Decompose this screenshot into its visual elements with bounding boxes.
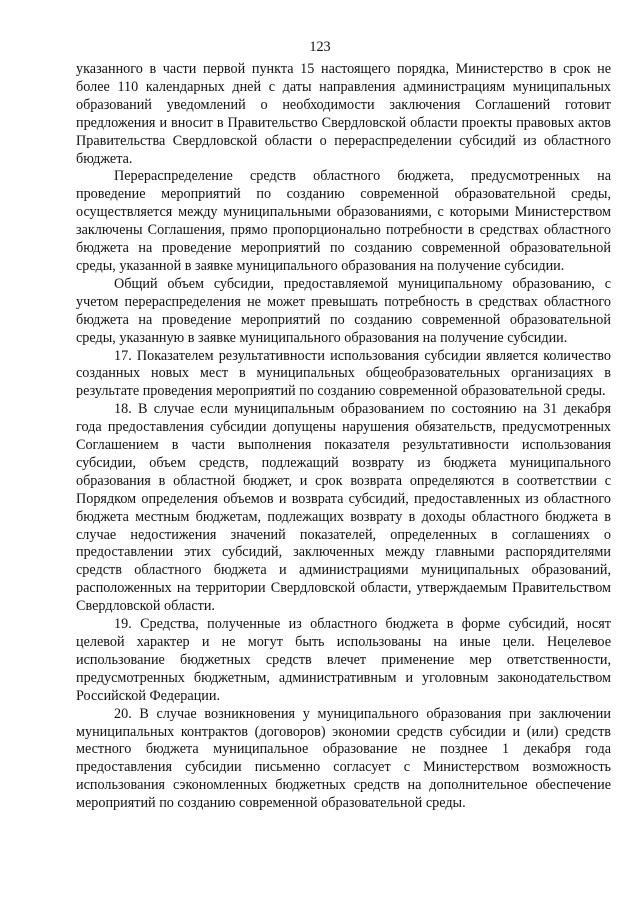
document-body <box>76 61 611 813</box>
paragraph-item-17: 17. Показателем результативности использования субсидии является количество созданных новых мест в муниципальных общеобразовательных организациях в результате проведения мероприятий по созданию современной образовательной среды. <box>76 347 611 400</box>
page-number: 123 <box>309 39 331 55</box>
paragraph-redistribution: Перераспределение средств областного бюджета, предусмотренных на проведение мероприятий по созданию современной образовательной среды, осуществляется между муниципальными образованиями, с которыми Министерством заключены Соглашения, прямо пропорционально потребности в средствах областного бюджета на проведение мероприятий по созданию современной образовательной среды, указанной в заявке муниципального образования на получение субсидии. <box>76 168 611 274</box>
paragraph-item-20: 20. В случае возникновения у муниципального образования при заключении муниципальных контрактов (договоров) экономии средств субсидии и (или) средств местного бюджета муниципальное образование не позднее 1 декабря года предоставления субсидии письменно согласует с Министерством возможность использования сэкономленных бюджетных средств на дополнительное обеспечение мероприятий по созданию современной образовательной среды. <box>76 705 611 812</box>
paragraph-continued: указанного в части первой пункта 15 настоящего порядка, Министерство в срок не более 110 календарных дней с даты направления администрациям муниципальных образований уведомлений о необходимости заключения Соглашений готовит предложения и вносит в Правительство Свердловской области проекты правовых актов Правительства Свердловской области о перераспределении субсидий из областного бюджета. <box>76 61 611 167</box>
paragraph-item-19: 19. Средства, полученные из областного бюджета в форме субсидий, носят целевой характер и не могут быть использованы на иные цели. Нецелевое использование бюджетных средств влечет применение мер ответственности, предусмотренных бюджетным, административным и уголовным законодательством Российской Федерации. <box>76 616 611 704</box>
paragraph-total-volume: Общий объем субсидии, предоставляемой муниципальному образованию, с учетом перераспределения не может превышать потребность в средствах областного бюджета на проведение мероприятий по созданию современной образовательной среды, указанную в заявке муниципального образования на получение субсидии. <box>76 275 611 346</box>
paragraph-item-18: 18. В случае если муниципальным образованием по состоянию на 31 декабря года предоставления субсидии допущены нарушения обязательств, предусмотренных Соглашением в части выполнения показателя результативности использования субсидии, объем средств, подлежащий возврату из бюджета муниципального образования в областной бюджет, и срок возврата определяются в соответствии с Порядком определения объемов и возврата субсидий, предоставленных из областного бюджета местным бюджетам, подлежащих возврату в доходы областного бюджета в случае недостижения значений показателей, определенных в соглашениях о предоставлении этих субсидий, заключенных между главными распорядителями средств областного бюджета и администрациями муниципальных образований, расположенных на территории Свердловской области, утверждаемым Правительством Свердловской области. <box>76 401 611 615</box>
